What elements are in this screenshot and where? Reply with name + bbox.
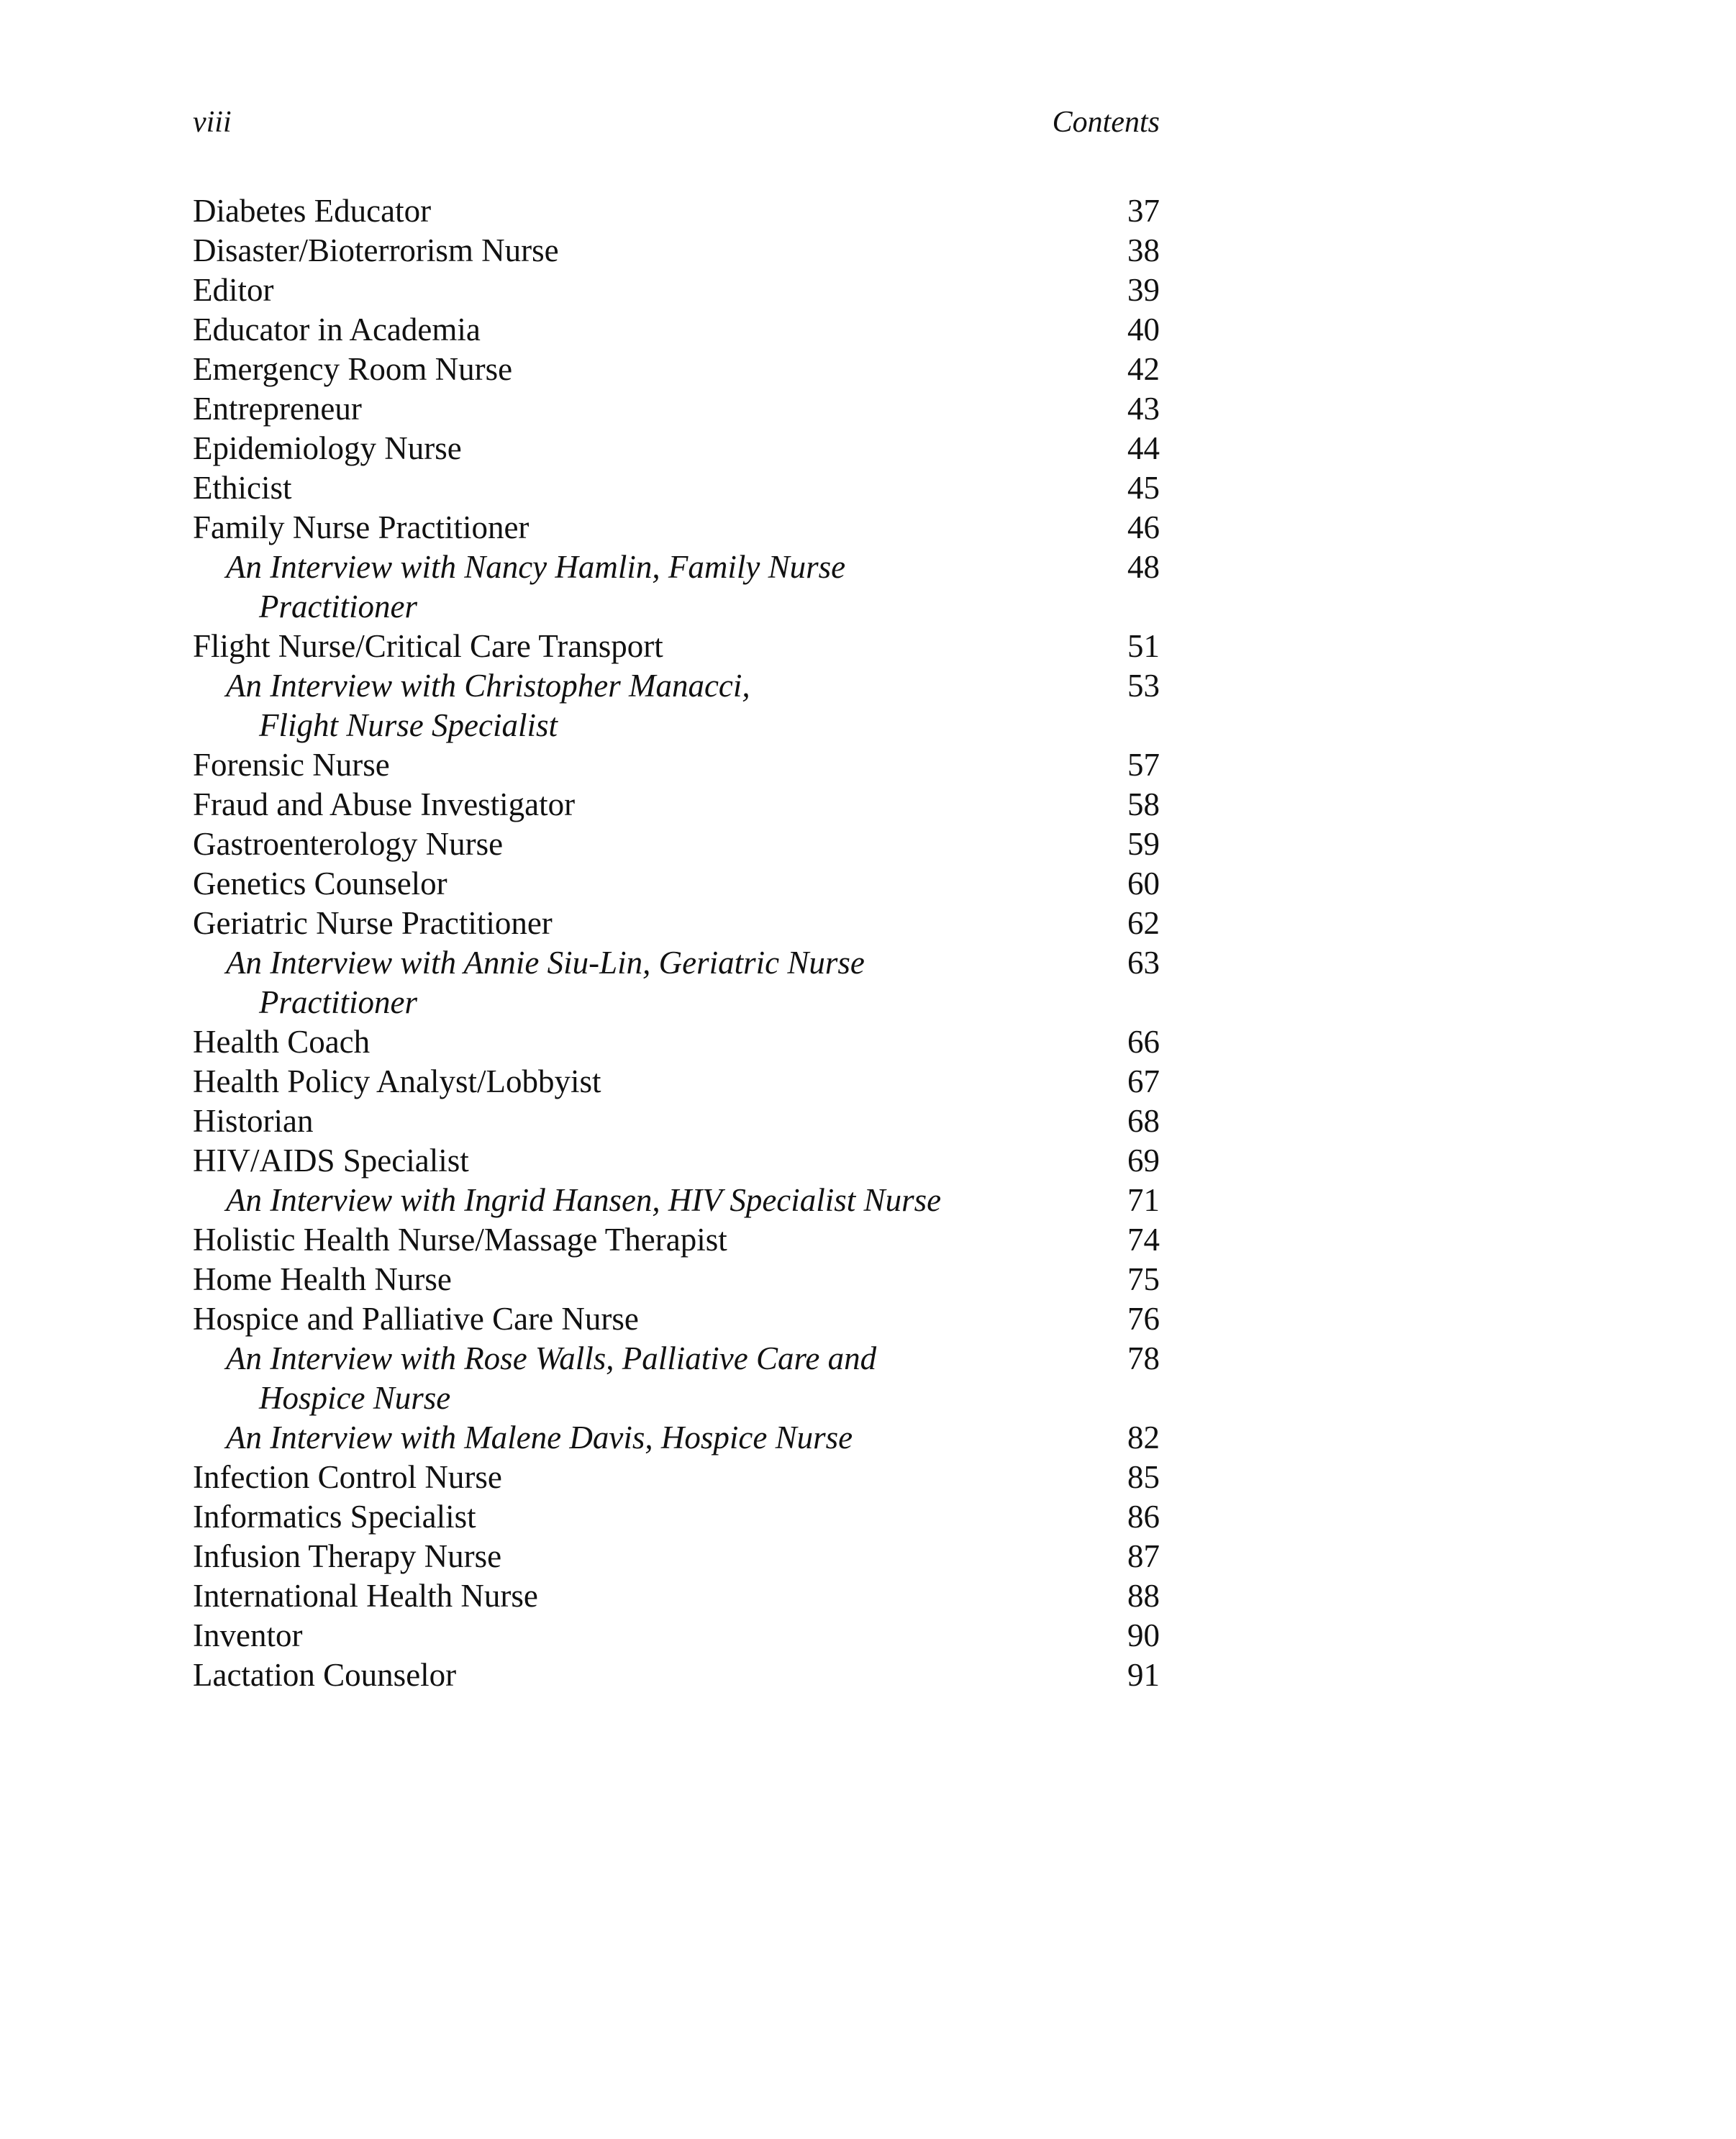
toc-entry-title — [193, 785, 1020, 825]
toc-entry-title — [193, 1656, 1020, 1695]
toc-entry-title-text: An Interview with Christopher Manacci, — [226, 668, 750, 704]
toc-entry — [193, 785, 1160, 825]
toc-entry-title — [226, 1339, 1020, 1418]
toc-entry-page-number: 66 — [1127, 1024, 1160, 1060]
toc-entry-page-number: 90 — [1127, 1617, 1160, 1653]
toc-entry-title-text: Forensic Nurse — [193, 747, 390, 783]
toc-entry-title-text: Entrepreneur — [193, 391, 362, 427]
toc-entry — [193, 508, 1160, 548]
toc-entry-title-text: Fraud and Abuse Investigator — [193, 786, 576, 822]
toc-entry-title-text: Historian — [193, 1103, 314, 1139]
toc-entry — [193, 1102, 1160, 1141]
toc-entry-page-number: 68 — [1127, 1103, 1160, 1139]
toc-entry-title — [193, 627, 1020, 666]
toc-entry-title-text: International Health Nurse — [193, 1578, 538, 1614]
toc-entry-title-text: Infusion Therapy Nurse — [193, 1538, 502, 1574]
toc-entry-page-number: 39 — [1127, 272, 1160, 308]
toc-entry-interview — [193, 548, 1160, 627]
toc-entry-page-number: 71 — [1127, 1182, 1160, 1218]
toc-entry-title — [193, 1616, 1020, 1656]
toc-entry-page-number: 46 — [1127, 509, 1160, 545]
toc-entry — [193, 389, 1160, 429]
toc-entry-page-number: 58 — [1127, 786, 1160, 822]
toc-entry-title — [193, 1062, 1020, 1102]
toc-entry — [193, 1458, 1160, 1497]
toc-entry-title-continuation: Practitioner — [259, 589, 417, 625]
toc-entry-page-number: 59 — [1127, 826, 1160, 862]
toc-entry-title — [193, 1458, 1020, 1497]
toc-entry — [193, 191, 1160, 231]
toc-entry-page-number: 75 — [1127, 1261, 1160, 1297]
toc-entry-title — [193, 745, 1020, 785]
running-head — [193, 101, 1160, 144]
toc-entry-title-text: Geriatric Nurse Practitioner — [193, 905, 553, 941]
toc-entry-title-text: Health Policy Analyst/Lobbyist — [193, 1063, 601, 1099]
toc-entry — [193, 231, 1160, 271]
toc-entry-page-number: 67 — [1127, 1063, 1160, 1099]
toc-entry-title-text: An Interview with Nancy Hamlin, Family Nurse — [226, 549, 846, 585]
page-number: viii — [193, 106, 232, 139]
toc-entry-page-number: 44 — [1127, 430, 1160, 466]
toc-entry-title-text: Disaster/Bioterrorism Nurse — [193, 232, 559, 268]
toc-entry-title-text: Infection Control Nurse — [193, 1459, 502, 1495]
table-of-contents — [193, 191, 1160, 1695]
toc-entry-title-continuation: Flight Nurse Specialist — [259, 707, 558, 743]
toc-entry — [193, 1299, 1160, 1339]
toc-entry-title-text: Gastroenterology Nurse — [193, 826, 504, 862]
toc-entry-title-text: Flight Nurse/Critical Care Transport — [193, 628, 663, 664]
toc-entry-page-number: 57 — [1127, 747, 1160, 783]
toc-entry-title-text: Diabetes Educator — [193, 193, 432, 229]
toc-entry-title — [226, 1181, 1020, 1220]
toc-entry-title-text: Lactation Counselor — [193, 1657, 457, 1693]
toc-entry-title — [193, 271, 1020, 310]
toc-entry-title — [226, 548, 1020, 627]
toc-entry-page-number: 37 — [1127, 193, 1160, 229]
toc-entry-page-number: 48 — [1127, 549, 1160, 585]
toc-entry-title — [193, 389, 1020, 429]
toc-entry-title-text: Ethicist — [193, 470, 292, 506]
toc-entry-title — [193, 1220, 1020, 1260]
toc-entry-page-number: 62 — [1127, 905, 1160, 941]
toc-entry — [193, 825, 1160, 864]
toc-entry-page-number: 51 — [1127, 628, 1160, 664]
toc-entry — [193, 1260, 1160, 1299]
toc-entry-title-text: Informatics Specialist — [193, 1499, 476, 1535]
toc-entry-title-text: Home Health Nurse — [193, 1261, 452, 1297]
toc-entry — [193, 864, 1160, 904]
toc-entry-title — [193, 1299, 1020, 1339]
toc-entry-title — [226, 666, 1020, 745]
toc-entry — [193, 350, 1160, 389]
toc-entry-title-text: Inventor — [193, 1617, 303, 1653]
toc-entry-title — [193, 1141, 1020, 1181]
toc-entry-title-text: Holistic Health Nurse/Massage Therapist — [193, 1222, 727, 1258]
toc-entry-page-number: 86 — [1127, 1499, 1160, 1535]
toc-entry-title — [226, 943, 1020, 1022]
toc-entry — [193, 1022, 1160, 1062]
toc-entry — [193, 904, 1160, 943]
toc-entry-page-number: 38 — [1127, 232, 1160, 268]
toc-entry-title-text: Epidemiology Nurse — [193, 430, 462, 466]
toc-entry-title-text: An Interview with Ingrid Hansen, HIV Specialist Nurse — [226, 1182, 942, 1218]
toc-entry-page-number: 74 — [1127, 1222, 1160, 1258]
toc-entry-page-number: 85 — [1127, 1459, 1160, 1495]
toc-entry-title — [193, 1537, 1020, 1576]
toc-entry-title — [193, 1576, 1020, 1616]
toc-entry-title — [226, 1418, 1020, 1458]
toc-entry — [193, 1576, 1160, 1616]
toc-entry — [193, 1141, 1160, 1181]
toc-entry-title — [193, 1497, 1020, 1537]
toc-entry — [193, 1062, 1160, 1102]
toc-entry-interview — [193, 1181, 1160, 1220]
toc-entry-title-text: Editor — [193, 272, 274, 308]
toc-entry-title-continuation: Practitioner — [259, 984, 417, 1020]
toc-entry — [193, 1656, 1160, 1695]
section-title: Contents — [1052, 106, 1160, 139]
toc-entry-page-number: 43 — [1127, 391, 1160, 427]
toc-entry-title — [193, 468, 1020, 508]
toc-entry-title — [193, 1022, 1020, 1062]
toc-entry-title-text: Emergency Room Nurse — [193, 351, 513, 387]
toc-entry-page-number: 53 — [1127, 668, 1160, 704]
toc-entry-title — [193, 864, 1020, 904]
toc-entry-page-number: 76 — [1127, 1301, 1160, 1337]
toc-entry-interview — [193, 1418, 1160, 1458]
toc-entry-title-text: An Interview with Malene Davis, Hospice Nurse — [226, 1420, 853, 1455]
toc-entry-title-text: An Interview with Annie Siu-Lin, Geriatric Nurse — [226, 945, 865, 981]
toc-entry-page-number: 91 — [1127, 1657, 1160, 1693]
toc-entry-interview — [193, 1339, 1160, 1418]
toc-entry-title-text: Hospice and Palliative Care Nurse — [193, 1301, 639, 1337]
toc-entry — [193, 1616, 1160, 1656]
toc-entry — [193, 429, 1160, 468]
toc-entry — [193, 1220, 1160, 1260]
toc-entry-title — [193, 350, 1020, 389]
toc-entry — [193, 271, 1160, 310]
toc-entry-page-number: 42 — [1127, 351, 1160, 387]
toc-entry — [193, 1537, 1160, 1576]
toc-entry-title — [193, 1102, 1020, 1141]
toc-entry — [193, 468, 1160, 508]
toc-entry-page-number: 69 — [1127, 1143, 1160, 1179]
toc-entry-page-number: 45 — [1127, 470, 1160, 506]
toc-entry-page-number: 63 — [1127, 945, 1160, 981]
toc-entry-title-continuation: Hospice Nurse — [259, 1380, 451, 1416]
toc-entry — [193, 1497, 1160, 1537]
toc-entry-title — [193, 310, 1020, 350]
toc-entry-page-number: 82 — [1127, 1420, 1160, 1455]
toc-entry — [193, 310, 1160, 350]
toc-entry-interview — [193, 943, 1160, 1022]
toc-entry-title-text: Genetics Counselor — [193, 866, 447, 902]
toc-entry-page-number: 78 — [1127, 1340, 1160, 1376]
toc-entry-page-number: 60 — [1127, 866, 1160, 902]
toc-entry — [193, 745, 1160, 785]
toc-entry-interview — [193, 666, 1160, 745]
toc-entry-title — [193, 904, 1020, 943]
toc-entry-title — [193, 191, 1020, 231]
toc-entry-page-number: 40 — [1127, 312, 1160, 348]
toc-entry-title-text: HIV/AIDS Specialist — [193, 1143, 469, 1179]
toc-entry-title-text: An Interview with Rose Walls, Palliative Care and — [226, 1340, 877, 1376]
toc-entry-title — [193, 825, 1020, 864]
toc-entry — [193, 627, 1160, 666]
toc-entry-title — [193, 231, 1020, 271]
toc-entry-page-number: 88 — [1127, 1578, 1160, 1614]
toc-entry-title-text: Educator in Academia — [193, 312, 481, 348]
toc-entry-title-text: Health Coach — [193, 1024, 371, 1060]
toc-entry-title — [193, 508, 1020, 548]
toc-entry-page-number: 87 — [1127, 1538, 1160, 1574]
toc-entry-title — [193, 429, 1020, 468]
toc-entry-title — [193, 1260, 1020, 1299]
toc-entry-title-text: Family Nurse Practitioner — [193, 509, 530, 545]
